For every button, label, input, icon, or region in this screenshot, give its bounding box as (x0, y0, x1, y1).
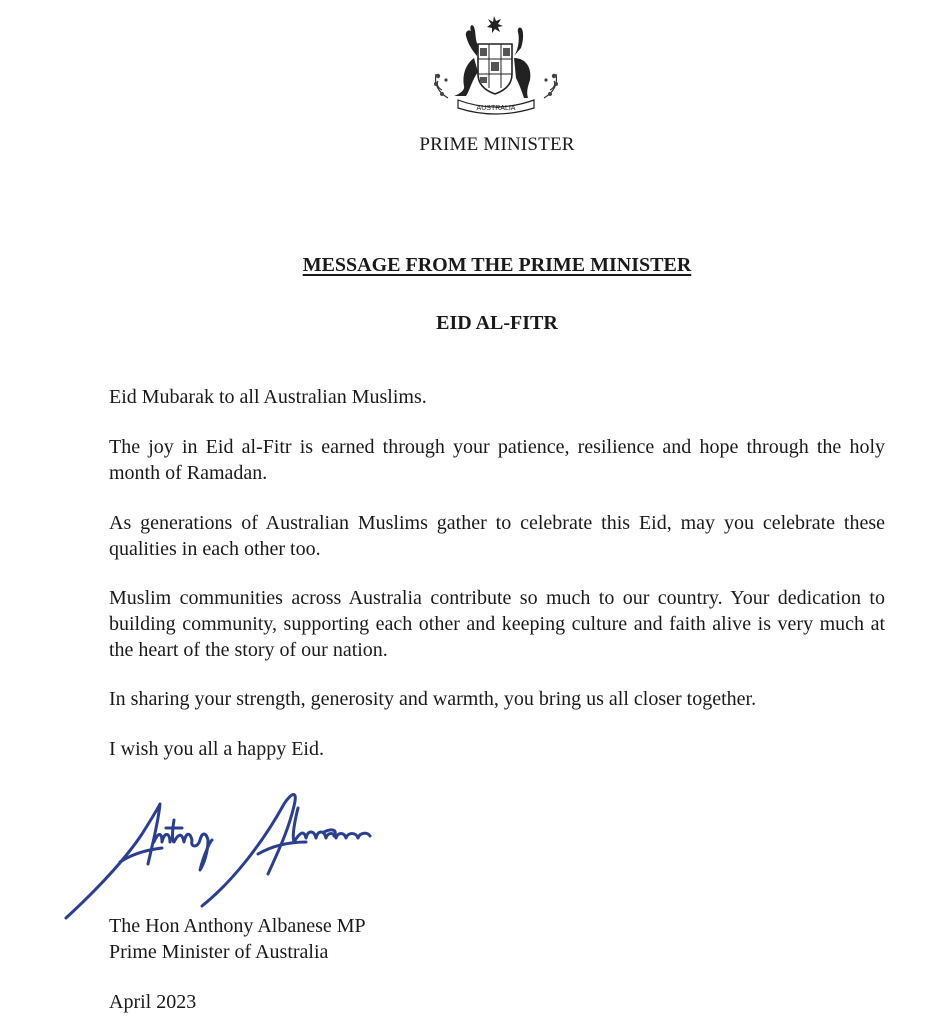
crest-scroll-text: AUSTRALIA (476, 105, 516, 112)
signatory-role: Prime Minister of Australia (109, 941, 329, 963)
paragraph-communities: Muslim communities across Australia contribute so much to our country. Your dedication to building community, supporting each other and keeping culture and faith alive is very much at the heart of the story of our nation. (109, 587, 885, 661)
page-title: MESSAGE FROM THE PRIME MINISTER (302, 254, 692, 276)
letter-date: April 2023 (109, 991, 197, 1013)
paragraph-generations: As generations of Australian Muslims gather to celebrate this Eid, may you celebrate these qualities in each other too. (109, 512, 885, 560)
paragraph-sharing: In sharing your strength, generosity and warmth, you bring us all closer together. (109, 688, 757, 710)
handwritten-signature (62, 784, 442, 924)
signatory-name: The Hon Anthony Albanese MP (109, 915, 366, 937)
page-subtitle: EID AL-FITR (436, 312, 558, 334)
coat-of-arms-icon (428, 14, 564, 118)
paragraph-wish: I wish you all a happy Eid. (109, 738, 324, 760)
office-title: PRIME MINISTER (419, 134, 575, 155)
paragraph-joy: The joy in Eid al-Fitr is earned through your patience, resilience and hope through the holy month of Ramadan. (109, 436, 885, 484)
paragraph-greeting: Eid Mubarak to all Australian Muslims. (109, 386, 427, 408)
